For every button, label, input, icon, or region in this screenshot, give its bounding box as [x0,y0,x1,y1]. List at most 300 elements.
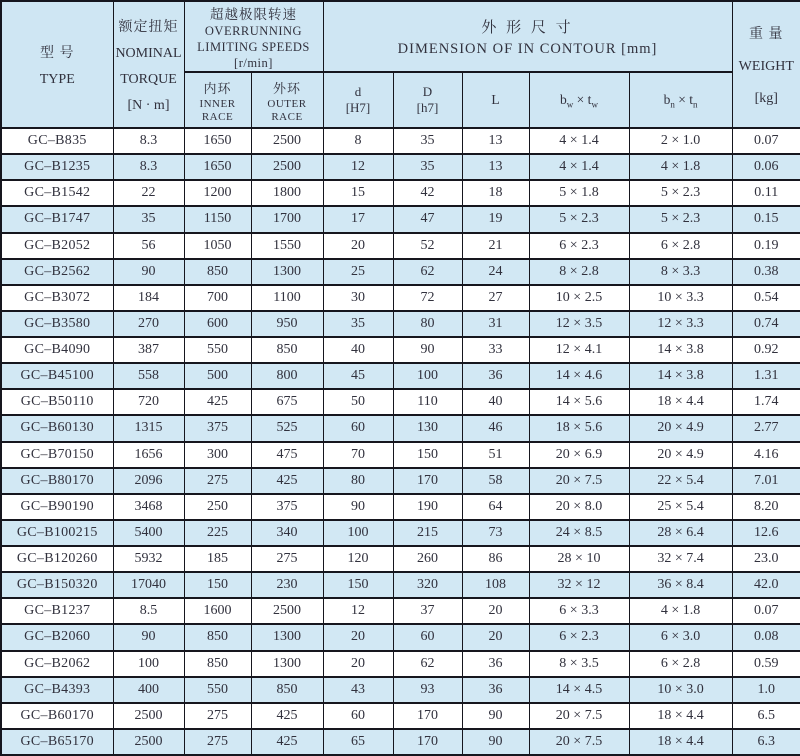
cell-L: 24 [462,259,529,285]
cell-bn-tn: 10 × 3.0 [629,677,732,703]
type-header-en: TYPE [39,71,75,87]
table-row [1,729,800,755]
cell-outer-race: 425 [251,729,323,755]
group-header-speeds [184,1,323,72]
cell-d: 43 [323,677,393,703]
cell-bn-tn: 28 × 6.4 [629,520,732,546]
cell-D: 72 [393,285,462,311]
column-header-weight [732,1,800,128]
cell-d: 100 [323,520,393,546]
weight-header-en: WEIGHT [738,58,794,74]
cell-inner-race: 300 [184,442,251,468]
inner-race-en1: INNER [199,97,236,110]
cell-L: 36 [462,363,529,389]
cell-torque: 720 [113,389,184,415]
cell-bn-tn: 18 × 4.4 [629,389,732,415]
table-row [1,703,800,729]
cell-weight: 0.11 [732,180,800,206]
cell-weight: 2.77 [732,415,800,441]
weight-header-zh: 重 量 [749,26,784,42]
table-row [1,311,800,337]
cell-d: 20 [323,651,393,677]
cell-outer-race: 2500 [251,128,323,154]
cell-bn-tn: 6 × 2.8 [629,651,732,677]
cell-L: 40 [462,389,529,415]
cell-inner-race: 700 [184,285,251,311]
cell-outer-race: 375 [251,494,323,520]
cell-type: GC–B90190 [1,494,113,520]
cell-type: GC–B80170 [1,468,113,494]
table-row [1,468,800,494]
cell-weight: 1.74 [732,389,800,415]
cell-type: GC–B2062 [1,651,113,677]
cell-D: 170 [393,729,462,755]
cell-D: 190 [393,494,462,520]
cell-weight: 1.0 [732,677,800,703]
cell-outer-race: 475 [251,442,323,468]
cell-L: 36 [462,651,529,677]
cell-torque: 35 [113,206,184,232]
table-body [1,128,800,755]
L-header-base: L [491,92,500,107]
cell-L: 90 [462,729,529,755]
cell-D: 80 [393,311,462,337]
cell-bw-tw: 8 × 2.8 [529,259,629,285]
cell-weight: 0.59 [732,651,800,677]
cell-outer-race: 1800 [251,180,323,206]
table-row [1,651,800,677]
cell-bn-tn: 10 × 3.3 [629,285,732,311]
cell-type: GC–B2060 [1,624,113,650]
cell-D: 60 [393,624,462,650]
cell-d: 150 [323,572,393,598]
cell-weight: 7.01 [732,468,800,494]
cell-torque: 5400 [113,520,184,546]
cell-L: 90 [462,703,529,729]
cell-d: 20 [323,233,393,259]
cell-bn-tn: 5 × 2.3 [629,206,732,232]
table-row [1,389,800,415]
cell-bn-tn: 36 × 8.4 [629,572,732,598]
table-row [1,128,800,154]
cell-L: 108 [462,572,529,598]
cell-type: GC–B2052 [1,233,113,259]
cell-L: 73 [462,520,529,546]
table-header [1,1,800,128]
cell-bw-tw: 12 × 3.5 [529,311,629,337]
cell-bw-tw: 20 × 7.5 [529,729,629,755]
cell-outer-race: 850 [251,677,323,703]
cell-inner-race: 1650 [184,128,251,154]
cell-weight: 0.07 [732,598,800,624]
cell-inner-race: 185 [184,546,251,572]
outer-race-zh: 外环 [272,80,301,96]
cell-d: 8 [323,128,393,154]
table-row [1,337,800,363]
cell-bn-tn: 25 × 5.4 [629,494,732,520]
cell-torque: 56 [113,233,184,259]
cell-bn-tn: 5 × 2.3 [629,180,732,206]
cell-torque: 90 [113,259,184,285]
table-row [1,259,800,285]
cell-L: 27 [462,285,529,311]
cell-outer-race: 2500 [251,598,323,624]
cell-d: 60 [323,703,393,729]
cell-inner-race: 600 [184,311,251,337]
cell-L: 46 [462,415,529,441]
torque-header-unit: [N · m] [127,97,170,113]
d-header-fit: [H7] [345,100,371,115]
cell-bw-tw: 10 × 2.5 [529,285,629,311]
cell-inner-race: 550 [184,677,251,703]
cell-bw-tw: 20 × 7.5 [529,468,629,494]
table-row [1,598,800,624]
table-row [1,415,800,441]
cell-inner-race: 850 [184,624,251,650]
cell-outer-race: 340 [251,520,323,546]
cell-bw-tw: 6 × 3.3 [529,598,629,624]
cell-torque: 387 [113,337,184,363]
cell-D: 37 [393,598,462,624]
table-row [1,154,800,180]
cell-weight: 6.5 [732,703,800,729]
cell-type: GC–B100215 [1,520,113,546]
cell-d: 40 [323,337,393,363]
cell-weight: 8.20 [732,494,800,520]
cell-bn-tn: 4 × 1.8 [629,598,732,624]
cell-torque: 400 [113,677,184,703]
speeds-header-unit: [r/min] [234,55,273,70]
cell-inner-race: 425 [184,389,251,415]
cell-torque: 2500 [113,703,184,729]
cell-torque: 3468 [113,494,184,520]
inner-race-zh: 内环 [203,80,232,96]
table-row [1,494,800,520]
cell-weight: 0.08 [732,624,800,650]
cell-bw-tw: 5 × 1.8 [529,180,629,206]
cell-bn-tn: 4 × 1.8 [629,154,732,180]
cell-inner-race: 1150 [184,206,251,232]
cell-D: 62 [393,651,462,677]
cell-bw-tw: 5 × 2.3 [529,206,629,232]
table-row [1,180,800,206]
bn-tn-label: $b_n \times t_n$ [663,91,698,110]
cell-L: 31 [462,311,529,337]
cell-inner-race: 550 [184,337,251,363]
cell-d: 20 [323,624,393,650]
cell-weight: 1.31 [732,363,800,389]
cell-d: 80 [323,468,393,494]
column-header-type [1,1,113,128]
cell-inner-race: 1650 [184,154,251,180]
cell-d: 25 [323,259,393,285]
cell-bn-tn: 12 × 3.3 [629,311,732,337]
cell-outer-race: 275 [251,546,323,572]
speeds-header-zh: 超越极限转速 [210,6,297,22]
cell-torque: 8.3 [113,154,184,180]
cell-outer-race: 850 [251,337,323,363]
d-header-base: d [354,84,362,99]
table-row [1,206,800,232]
D-header-base: D [422,84,433,99]
torque-header-en1: NOMINAL [115,45,182,61]
cell-bn-tn: 20 × 4.9 [629,442,732,468]
cell-d: 60 [323,415,393,441]
cell-D: 52 [393,233,462,259]
cell-inner-race: 250 [184,494,251,520]
cell-D: 260 [393,546,462,572]
cell-bw-tw: 24 × 8.5 [529,520,629,546]
cell-bn-tn: 22 × 5.4 [629,468,732,494]
cell-type: GC–B120260 [1,546,113,572]
table-row [1,233,800,259]
cell-inner-race: 1050 [184,233,251,259]
cell-L: 33 [462,337,529,363]
cell-d: 30 [323,285,393,311]
cell-outer-race: 425 [251,468,323,494]
cell-weight: 0.92 [732,337,800,363]
cell-weight: 0.19 [732,233,800,259]
cell-d: 15 [323,180,393,206]
cell-bw-tw: 32 × 12 [529,572,629,598]
cell-bw-tw: 6 × 2.3 [529,233,629,259]
cell-type: GC–B60130 [1,415,113,441]
cell-type: GC–B1747 [1,206,113,232]
cell-d: 12 [323,598,393,624]
cell-D: 170 [393,468,462,494]
cell-L: 36 [462,677,529,703]
cell-L: 58 [462,468,529,494]
cell-outer-race: 230 [251,572,323,598]
column-header-d [323,72,393,128]
cell-type: GC–B3580 [1,311,113,337]
cell-L: 20 [462,598,529,624]
cell-type: GC–B4393 [1,677,113,703]
dimension-header-en: DIMENSION OF IN CONTOUR [mm] [397,40,658,57]
column-header-inner-race [184,72,251,128]
cell-d: 12 [323,154,393,180]
cell-torque: 5932 [113,546,184,572]
cell-type: GC–B835 [1,128,113,154]
cell-bw-tw: 20 × 8.0 [529,494,629,520]
column-header-L [462,72,529,128]
bw-tw-label: $b_w \times t_w$ [560,91,598,110]
D-header-fit: [h7] [416,100,439,115]
cell-D: 47 [393,206,462,232]
torque-header-zh: 额定扭矩 [118,19,179,35]
cell-type: GC–B1542 [1,180,113,206]
inner-race-en2: RACE [201,110,234,123]
cell-bw-tw: 14 × 4.5 [529,677,629,703]
cell-d: 120 [323,546,393,572]
cell-L: 13 [462,128,529,154]
cell-torque: 1656 [113,442,184,468]
cell-outer-race: 1700 [251,206,323,232]
cell-bw-tw: 14 × 4.6 [529,363,629,389]
cell-d: 70 [323,442,393,468]
cell-weight: 0.06 [732,154,800,180]
cell-bn-tn: 18 × 4.4 [629,729,732,755]
table-row [1,624,800,650]
cell-outer-race: 1300 [251,624,323,650]
cell-bn-tn: 6 × 3.0 [629,624,732,650]
cell-type: GC–B70150 [1,442,113,468]
column-header-bn-tn [629,72,732,128]
cell-inner-race: 225 [184,520,251,546]
cell-bn-tn: 32 × 7.4 [629,546,732,572]
cell-d: 35 [323,311,393,337]
cell-D: 130 [393,415,462,441]
cell-bw-tw: 20 × 6.9 [529,442,629,468]
cell-D: 150 [393,442,462,468]
table-row [1,442,800,468]
dimension-header-zh: 外 形 尺 寸 [481,19,574,36]
cell-L: 51 [462,442,529,468]
cell-outer-race: 425 [251,703,323,729]
cell-bn-tn: 6 × 2.8 [629,233,732,259]
cell-D: 90 [393,337,462,363]
column-header-outer-race [251,72,323,128]
cell-inner-race: 1600 [184,598,251,624]
cell-inner-race: 850 [184,259,251,285]
cell-bn-tn: 14 × 3.8 [629,363,732,389]
cell-inner-race: 275 [184,468,251,494]
column-header-torque [113,1,184,128]
cell-d: 90 [323,494,393,520]
cell-torque: 558 [113,363,184,389]
cell-bn-tn: 18 × 4.4 [629,703,732,729]
cell-type: GC–B65170 [1,729,113,755]
cell-D: 215 [393,520,462,546]
cell-D: 110 [393,389,462,415]
cell-D: 62 [393,259,462,285]
cell-bw-tw: 4 × 1.4 [529,154,629,180]
cell-inner-race: 275 [184,729,251,755]
cell-D: 35 [393,128,462,154]
cell-L: 20 [462,624,529,650]
column-header-D [393,72,462,128]
cell-weight: 0.54 [732,285,800,311]
cell-inner-race: 500 [184,363,251,389]
cell-bw-tw: 18 × 5.6 [529,415,629,441]
cell-outer-race: 800 [251,363,323,389]
speeds-header-en1: OVERRUNNING [204,23,303,38]
cell-outer-race: 675 [251,389,323,415]
type-header-zh: 型 号 [40,45,75,61]
cell-D: 35 [393,154,462,180]
cell-bw-tw: 20 × 7.5 [529,703,629,729]
cell-torque: 2096 [113,468,184,494]
cell-type: GC–B50110 [1,389,113,415]
cell-bw-tw: 6 × 2.3 [529,624,629,650]
cell-weight: 23.0 [732,546,800,572]
cell-bw-tw: 8 × 3.5 [529,651,629,677]
cell-weight: 0.74 [732,311,800,337]
cell-type: GC–B4090 [1,337,113,363]
cell-torque: 8.3 [113,128,184,154]
cell-inner-race: 850 [184,651,251,677]
cell-type: GC–B1237 [1,598,113,624]
cell-L: 86 [462,546,529,572]
cell-torque: 2500 [113,729,184,755]
cell-outer-race: 2500 [251,154,323,180]
cell-L: 18 [462,180,529,206]
cell-L: 19 [462,206,529,232]
outer-race-en1: OUTER [267,97,307,110]
cell-outer-race: 1100 [251,285,323,311]
cell-L: 13 [462,154,529,180]
cell-weight: 0.15 [732,206,800,232]
speeds-header-en2: LIMITING SPEEDS [197,39,310,54]
torque-header-en2: TORQUE [120,71,177,87]
table-row [1,363,800,389]
cell-torque: 100 [113,651,184,677]
column-header-bw-tw [529,72,629,128]
cell-outer-race: 1300 [251,651,323,677]
cell-d: 45 [323,363,393,389]
cell-outer-race: 1550 [251,233,323,259]
cell-type: GC–B60170 [1,703,113,729]
table-row [1,572,800,598]
cell-weight: 42.0 [732,572,800,598]
cell-D: 100 [393,363,462,389]
cell-weight: 4.16 [732,442,800,468]
table-row [1,520,800,546]
cell-L: 64 [462,494,529,520]
cell-type: GC–B1235 [1,154,113,180]
cell-weight: 12.6 [732,520,800,546]
cell-torque: 270 [113,311,184,337]
cell-d: 50 [323,389,393,415]
cell-D: 320 [393,572,462,598]
cell-torque: 1315 [113,415,184,441]
cell-type: GC–B2562 [1,259,113,285]
cell-type: GC–B45100 [1,363,113,389]
cell-D: 93 [393,677,462,703]
cell-torque: 17040 [113,572,184,598]
cell-type: GC–B3072 [1,285,113,311]
cell-outer-race: 1300 [251,259,323,285]
cell-bw-tw: 4 × 1.4 [529,128,629,154]
cell-outer-race: 525 [251,415,323,441]
cell-bn-tn: 2 × 1.0 [629,128,732,154]
cell-bw-tw: 14 × 5.6 [529,389,629,415]
cell-D: 42 [393,180,462,206]
cell-torque: 8.5 [113,598,184,624]
weight-header-unit: [kg] [754,90,778,106]
cell-torque: 22 [113,180,184,206]
cell-d: 65 [323,729,393,755]
cell-inner-race: 150 [184,572,251,598]
cell-inner-race: 275 [184,703,251,729]
cell-weight: 0.07 [732,128,800,154]
cell-weight: 6.3 [732,729,800,755]
cell-bn-tn: 20 × 4.9 [629,415,732,441]
table-row [1,677,800,703]
cell-L: 21 [462,233,529,259]
cell-torque: 184 [113,285,184,311]
cell-inner-race: 1200 [184,180,251,206]
cell-bn-tn: 14 × 3.8 [629,337,732,363]
cell-torque: 90 [113,624,184,650]
cell-outer-race: 950 [251,311,323,337]
cell-bn-tn: 8 × 3.3 [629,259,732,285]
outer-race-en2: RACE [271,110,303,123]
cell-d: 17 [323,206,393,232]
cell-bw-tw: 12 × 4.1 [529,337,629,363]
cell-D: 170 [393,703,462,729]
cell-inner-race: 375 [184,415,251,441]
